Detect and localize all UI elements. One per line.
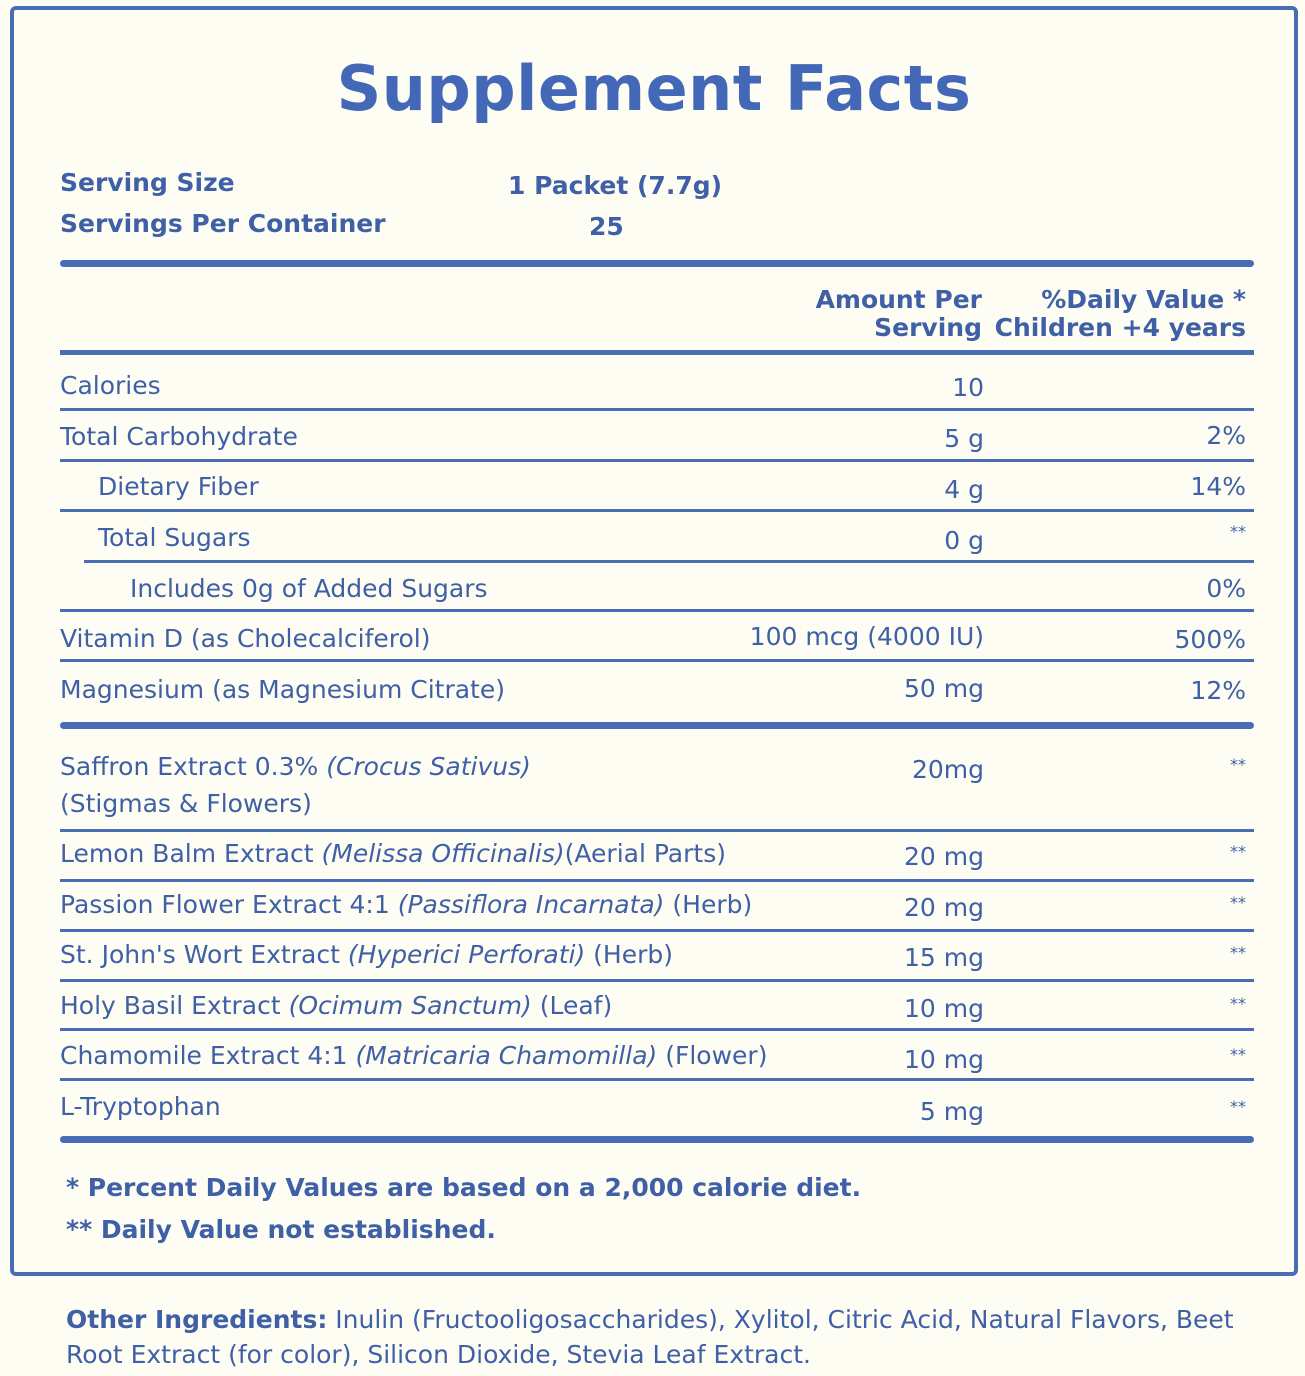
servings-per-container-label: Servings Per Container (60, 209, 386, 238)
nutrient-dv-vitamin-d: 500% (1174, 625, 1246, 654)
herb-dv-saffron: ** (1230, 755, 1246, 774)
herb-amount-st-johns-wort: 15 mg (904, 943, 984, 972)
nutrient-name-total-sugars: Total Sugars (98, 523, 251, 552)
page-title: Supplement Facts (336, 52, 972, 125)
divider-thick (60, 1136, 1254, 1143)
herb-common-name: Saffron Extract 0.3% (60, 752, 327, 781)
row-divider (60, 659, 1254, 662)
row-divider (60, 509, 1254, 512)
serving-size-label: Serving Size (60, 168, 235, 197)
divider-header (60, 350, 1254, 355)
row-divider (60, 609, 1254, 612)
divider-thick (60, 260, 1254, 267)
nutrient-amount-magnesium: 50 mg (904, 674, 984, 703)
herb-amount-chamomile: 10 mg (904, 1045, 984, 1074)
nutrient-amount-vitamin-d: 100 mcg (4000 IU) (749, 622, 984, 651)
herb-dv-chamomile: ** (1230, 1045, 1246, 1064)
nutrient-dv-total-sugars: ** (1230, 522, 1246, 541)
herb-latin-name: (Ocimum Sanctum) (288, 991, 532, 1020)
daily-value-header (994, 286, 1246, 342)
daily-value-header-line1: %Daily Value * (1041, 285, 1246, 314)
row-divider (60, 879, 1254, 882)
row-divider (84, 560, 1254, 563)
herb-part: (Aerial Parts) (564, 839, 726, 868)
herb-part-saffron: (Stigmas & Flowers) (60, 789, 312, 818)
nutrient-name-dietary-fiber: Dietary Fiber (98, 472, 259, 501)
herb-name-passion-flower (60, 889, 752, 921)
row-divider (60, 459, 1254, 462)
herb-common-name: Lemon Balm Extract (60, 839, 322, 868)
nutrient-name-total-carbohydrate: Total Carbohydrate (60, 422, 298, 451)
herb-dv-holy-basil: ** (1230, 994, 1246, 1013)
footnote-daily-value: * Percent Daily Values are based on a 2,000 calorie diet. (66, 1173, 862, 1202)
nutrient-amount-calories: 10 (952, 373, 984, 402)
herb-dv-l-tryptophan: ** (1230, 1097, 1246, 1116)
nutrient-name-added-sugars: Includes 0g of Added Sugars (130, 574, 488, 603)
herb-name-saffron (60, 751, 531, 783)
supplement-facts-panel (10, 6, 1298, 1276)
herb-name-holy-basil (60, 990, 612, 1022)
divider-thick (60, 722, 1254, 729)
herb-part: (Herb) (585, 940, 674, 969)
herb-latin-name: (Passiflora Incarnata) (397, 890, 665, 919)
herb-dv-passion-flower: ** (1230, 893, 1246, 912)
amount-header-line2: Serving (874, 313, 982, 342)
herb-part: (Herb) (664, 890, 753, 919)
herb-name-l-tryptophan: L-Tryptophan (60, 1092, 221, 1121)
herb-dv-lemon-balm: ** (1230, 842, 1246, 861)
serving-size-value: 1 Packet (7.7g) (508, 171, 723, 200)
herb-part: (Leaf) (531, 991, 613, 1020)
row-divider (60, 829, 1254, 832)
herb-common-name: Holy Basil Extract (60, 991, 289, 1020)
footnote-not-established: ** Daily Value not established. (66, 1215, 496, 1244)
row-divider (60, 979, 1254, 982)
herb-common-name: Passion Flower Extract 4:1 (60, 890, 398, 919)
nutrient-name-vitamin-d: Vitamin D (as Cholecalciferol) (60, 624, 431, 653)
row-divider (60, 1028, 1254, 1031)
herb-latin-name: (Melissa Officinalis) (321, 839, 565, 868)
herb-name-lemon-balm (60, 838, 726, 870)
herb-name-st-johns-wort (60, 939, 673, 971)
nutrient-dv-added-sugars: 0% (1206, 574, 1246, 603)
herb-amount-l-tryptophan: 5 mg (919, 1097, 984, 1126)
nutrient-name-calories: Calories (60, 371, 161, 400)
nutrient-name-magnesium: Magnesium (as Magnesium Citrate) (60, 675, 505, 704)
herb-part: (Flower) (657, 1041, 768, 1070)
nutrient-dv-magnesium: 12% (1190, 676, 1246, 705)
daily-value-header-line2: Children +4 years (994, 313, 1246, 342)
herb-common-name: St. John's Wort Extract (60, 940, 348, 969)
row-divider (60, 1078, 1254, 1081)
nutrient-amount-total-carbohydrate: 5 g (944, 424, 984, 453)
herb-name-chamomile (60, 1040, 767, 1072)
nutrient-amount-total-sugars: 0 g (944, 526, 984, 555)
nutrient-dv-total-carbohydrate: 2% (1206, 421, 1246, 450)
herb-common-name: Chamomile Extract 4:1 (60, 1041, 356, 1070)
herb-amount-passion-flower: 20 mg (904, 893, 984, 922)
row-divider (60, 408, 1254, 411)
amount-header (664, 286, 982, 342)
other-ingredients-text: Inulin (Fructooligosaccharides), Xylitol, Citric Acid, Natural Flavors, Beet Root Extract (for color), Silicon Dioxide, Stevia Leaf Extract. (66, 1305, 1234, 1369)
herb-dv-st-johns-wort: ** (1230, 943, 1246, 962)
servings-per-container-value: 25 (589, 212, 624, 241)
nutrient-amount-dietary-fiber: 4 g (944, 475, 984, 504)
herb-amount-lemon-balm: 20 mg (904, 842, 984, 871)
herb-latin-name: (Matricaria Chamomilla) (355, 1041, 658, 1070)
herb-amount-saffron: 20mg (911, 755, 984, 784)
herb-latin-name: (Hyperici Perforati) (347, 940, 586, 969)
nutrient-dv-dietary-fiber: 14% (1190, 472, 1246, 501)
amount-header-line1: Amount Per (815, 285, 982, 314)
other-ingredients-label: Other Ingredients: (66, 1305, 328, 1334)
row-divider (60, 929, 1254, 932)
other-ingredients (66, 1302, 1266, 1372)
herb-amount-holy-basil: 10 mg (904, 994, 984, 1023)
herb-latin-name: (Crocus Sativus) (326, 752, 531, 781)
